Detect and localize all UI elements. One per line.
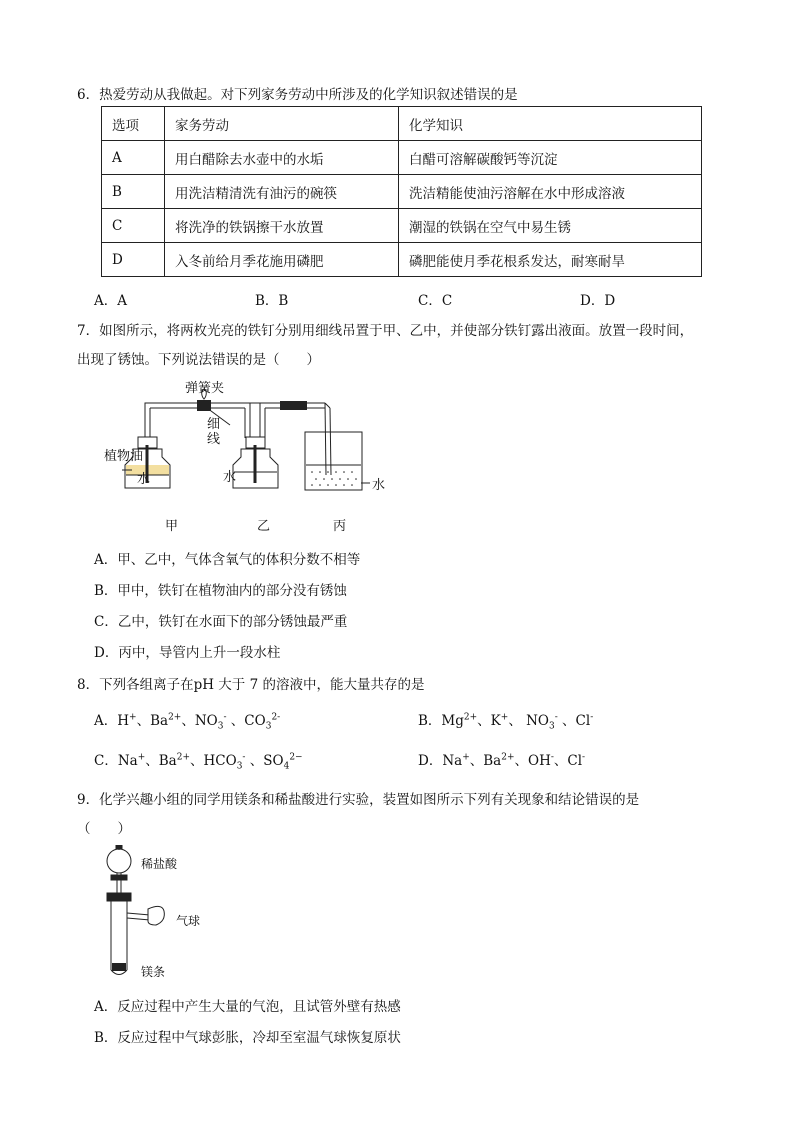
separatory-funnel: [107, 845, 131, 900]
q7-option-d: D．丙中，导管内上升一段水柱: [94, 645, 281, 661]
q9-stem: 9．化学兴趣小组的同学用镁条和稀盐酸进行实验，装置如图所示下列有关现象和结论错误的是: [77, 792, 640, 808]
cell-housework: 用洗洁精清洗有油污的碗筷: [165, 175, 399, 209]
header-chem-knowledge: 化学知识: [399, 107, 702, 141]
q7-stem-line2: 出现了锈蚀。下列说法错误的是（ ）: [77, 352, 320, 368]
q9-option-a: A．反应过程中产生大量的气泡，且试管外壁有热感: [94, 999, 401, 1015]
water-dots: [311, 471, 357, 486]
label-thread-2: 线: [207, 432, 221, 447]
label-jia: 甲: [165, 519, 179, 534]
q7-option-a: A．甲、乙中，气体含氧气的体积分数不相等: [94, 552, 361, 568]
label-vegetable-oil: 植物油: [104, 449, 144, 464]
label-water-jia: 水: [137, 472, 151, 487]
q6-option-b: B．B: [255, 293, 289, 309]
table-row: [102, 141, 702, 175]
cell-option: C: [102, 209, 165, 243]
table-row: [102, 243, 702, 277]
q8-option-a: A．H+、$Ba^{2+}$、$NO_3^-$ 、$CO_3^{2-}$: [94, 712, 281, 732]
cell-knowledge: 洗洁精能使油污溶解在水中形成溶液: [399, 175, 702, 209]
cell-option: D: [102, 243, 165, 277]
beaker-bing: [305, 432, 362, 490]
label-thread-1: 细: [207, 417, 221, 432]
q7-option-b: B．甲中，铁钉在植物油内的部分没有锈蚀: [94, 583, 347, 599]
cell-housework: 入冬前给月季花施用磷肥: [165, 243, 399, 277]
cell-knowledge: 潮湿的铁锅在空气中易生锈: [399, 209, 702, 243]
q6-table: [101, 106, 702, 277]
q9-option-b: B．反应过程中气球彭胀，冷却至室温气球恢复原状: [94, 1030, 401, 1046]
q6-stem: 6．热爱劳动从我做起。对下列家务劳动中所涉及的化学知识叙述错误的是: [77, 87, 518, 103]
label-dilute-hcl: 稀盐酸: [141, 857, 178, 871]
q7-option-c: C．乙中，铁钉在水面下的部分锈蚀最严重: [94, 614, 348, 630]
header-housework: 家务劳动: [165, 107, 399, 141]
label-water-yi: 水: [223, 470, 237, 485]
header-option: 选项: [102, 107, 165, 141]
balloon-icon: [148, 906, 164, 925]
q6-option-a: A．A: [94, 293, 127, 309]
cell-knowledge: 白醋可溶解碳酸钙等沉淀: [399, 141, 702, 175]
label-magnesium-strip: 镁条: [141, 965, 166, 979]
q6-option-d: D．D: [580, 293, 616, 309]
q8-option-b: B．$Mg^{2+}$、K+、 $NO_3^-$ 、Cl-: [418, 712, 594, 732]
q7-stem-line1: 7．如图所示，将两枚光亮的铁钉分别用细线吊置于甲、乙中，并使部分铁钉露出液面。放置一段时间，: [77, 323, 694, 339]
label-water-bing: 水: [372, 478, 386, 493]
q7-apparatus-figure: [100, 375, 400, 535]
label-balloon: 气球: [176, 914, 201, 928]
rubber-tube: [280, 401, 307, 410]
q8-option-d: D．Na+、$Ba^{2+}$、OH-、Cl-: [418, 752, 586, 769]
label-bing: 丙: [333, 519, 347, 534]
q6-option-c: C．C: [418, 293, 453, 309]
label-spring-clip: 弹簧夹: [185, 381, 225, 396]
q8-stem: 8．下列各组离子在pH 大于 7 的溶液中，能大量共存的是: [77, 677, 425, 693]
q9-stem-line2: （ ）: [77, 821, 131, 837]
cell-option: A: [102, 141, 165, 175]
table-header-row: [102, 107, 702, 141]
q8-option-c: C．Na+、$Ba^{2+}$、$HCO_3^-$ 、$SO_4^{2-}$: [94, 752, 303, 772]
cell-housework: 将洗净的铁锅擦干水放置: [165, 209, 399, 243]
label-yi: 乙: [257, 519, 271, 534]
magnesium-strip: [112, 963, 126, 971]
cell-knowledge: 磷肥能使月季花根系发达，耐寒耐旱: [399, 243, 702, 277]
table-row: [102, 209, 702, 243]
cell-option: B: [102, 175, 165, 209]
cell-housework: 用白醋除去水壶中的水垢: [165, 141, 399, 175]
table-row: [102, 175, 702, 209]
